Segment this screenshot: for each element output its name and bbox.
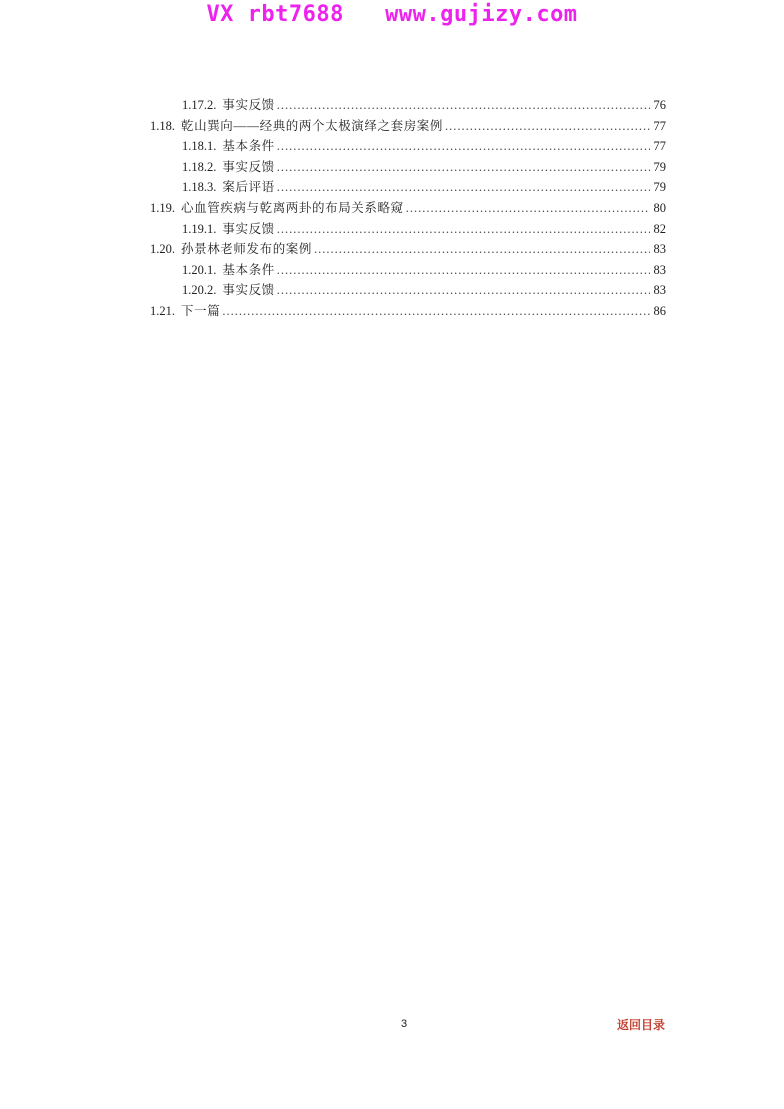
toc-entry-title: 心血管疾病与乾离两卦的布局关系略窥 — [181, 200, 404, 215]
toc-entry[interactable] — [150, 136, 666, 157]
toc-entry-page: 83 — [653, 262, 666, 277]
toc-entry-number: 1.17.2. — [182, 98, 217, 112]
toc-dot-leader — [277, 260, 650, 281]
toc-entry-page: 86 — [653, 303, 666, 318]
toc-entry-page: 80 — [653, 200, 666, 215]
toc-entry[interactable] — [150, 219, 666, 240]
toc-entry[interactable] — [150, 280, 666, 301]
toc-entry-number: 1.20.1. — [182, 262, 217, 277]
toc-dot-leader — [277, 95, 650, 116]
toc-entry[interactable] — [150, 239, 666, 260]
toc-entry-number: 1.18.2. — [182, 159, 217, 174]
toc-dot-leader — [445, 116, 650, 137]
toc-dot-leader — [277, 177, 650, 198]
toc-entry-title: 基本条件 — [222, 139, 275, 154]
toc-entry[interactable] — [150, 116, 666, 137]
toc-entry[interactable] — [150, 177, 666, 198]
toc-entry-number: 1.18.3. — [182, 180, 217, 195]
toc-dot-leader — [277, 157, 650, 178]
toc-entry-page: 83 — [653, 283, 666, 298]
toc-entry-number: 1.19.1. — [182, 221, 217, 236]
toc-entry-title: 事实反馈 — [222, 98, 275, 112]
toc-entry-number: 1.18. — [150, 118, 175, 133]
toc-entry[interactable] — [150, 260, 666, 281]
toc-dot-leader — [277, 136, 650, 157]
toc-entry-number: 1.20. — [150, 242, 175, 257]
toc-entry-title: 下一篇 — [181, 303, 221, 318]
toc-entry-number: 1.18.1. — [182, 139, 217, 154]
toc-entry-title: 事实反馈 — [222, 221, 275, 236]
back-to-contents-link[interactable]: 返回目录 — [617, 1018, 666, 1032]
toc-dot-leader — [222, 301, 650, 322]
toc-entry-title: 事实反馈 — [222, 283, 275, 298]
toc-entry-page: 76 — [653, 98, 666, 112]
toc-entry-page: 77 — [653, 139, 666, 154]
toc-entry-page: 79 — [653, 180, 666, 195]
toc-entry-title: 孙景林老师发布的案例 — [181, 242, 313, 257]
toc-dot-leader — [277, 280, 650, 301]
toc-entry-number: 1.20.2. — [182, 283, 217, 298]
toc-dot-leader — [406, 198, 650, 219]
toc-entry-title: 案后评语 — [222, 180, 275, 195]
toc-dot-leader — [277, 219, 650, 240]
toc-entry-number: 1.19. — [150, 200, 175, 215]
table-of-contents — [150, 95, 666, 322]
toc-entry-page: 83 — [653, 242, 666, 257]
toc-entry[interactable] — [150, 95, 666, 116]
toc-entry-title: 乾山巽向——经典的两个太极演绎之套房案例 — [181, 118, 444, 133]
toc-entry-number: 1.21. — [150, 303, 175, 318]
toc-entry[interactable] — [150, 301, 666, 322]
toc-dot-leader — [314, 239, 650, 260]
watermark-text: VX rbt7688 www.gujizy.com — [206, 2, 578, 27]
toc-entry-page: 82 — [653, 221, 666, 236]
page-number: 3 — [400, 1018, 408, 1030]
toc-entry[interactable] — [150, 198, 666, 219]
toc-entry-title: 事实反馈 — [222, 159, 275, 174]
toc-entry-page: 77 — [653, 118, 666, 133]
toc-entry-title: 基本条件 — [222, 262, 275, 277]
toc-entry[interactable] — [150, 157, 666, 178]
toc-entry-page: 79 — [653, 159, 666, 174]
